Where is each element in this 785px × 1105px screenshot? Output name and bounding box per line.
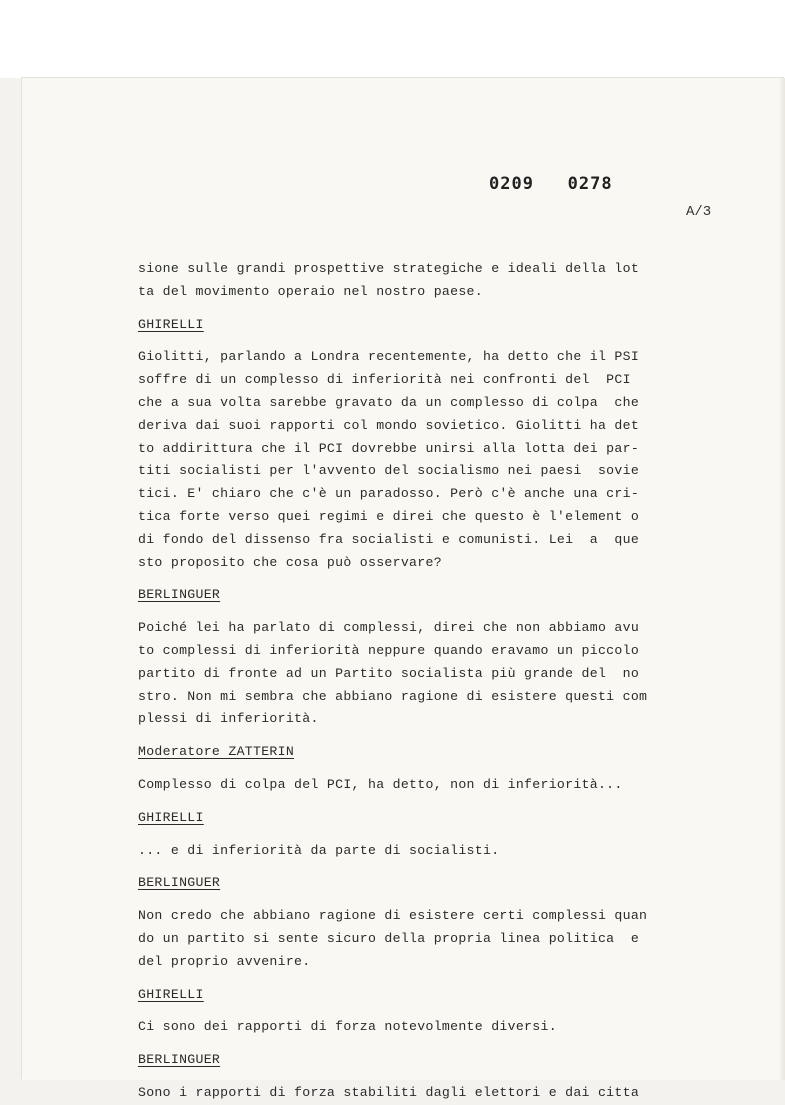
document-number: 0209 0278 [489, 174, 613, 194]
text-line: Sono i rapporti di forza stabiliti dagli elettori e dai citta [138, 1084, 640, 1100]
text-line: Poiché lei ha parlato di complessi, direi che non abbiamo avu [138, 620, 640, 636]
exchange [138, 862, 738, 973]
text-line: stro. Non mi sembra che abbiano ragione di esistere questi com [138, 688, 648, 704]
speaker-name: BERLINGUER [138, 587, 221, 603]
speaker-name: BERLINGUER [138, 1052, 221, 1068]
text-line: partito di fronte ad un Partito socialista più grande del no [138, 665, 640, 681]
text-line: Ci sono dei rapporti di forza notevolmente diversi. [138, 1019, 557, 1035]
text-line: Complesso di colpa del PCI, ha detto, non di inferiorità... [138, 776, 623, 792]
page-reference: A/3 [686, 204, 712, 220]
text-line: plessi di inferiorità. [138, 711, 319, 727]
text-line: ... e di inferiorità da parte di socialisti. [138, 842, 500, 858]
text-line: Giolitti, parlando a Londra recentemente, ha detto che il PSI [138, 349, 640, 365]
speaker-name: GHIRELLI [138, 809, 204, 825]
exchange [138, 731, 738, 797]
page-edge [779, 78, 785, 1080]
exchange [138, 1039, 738, 1105]
text-line: Non credo che abbiano ragione di esistere certi complessi quan [138, 908, 648, 924]
text-line: titi socialisti per l'avvento del socialismo nei paesi sovie [138, 463, 640, 479]
speaker-name: GHIRELLI [138, 986, 204, 1002]
text-line: ta del movimento operaio nel nostro paese. [138, 283, 483, 299]
text-line: del proprio avvenire. [138, 953, 311, 969]
transcript-body [138, 258, 738, 1105]
exchange [138, 574, 738, 731]
text-line: tica forte verso quei regimi e direi che questo è l'element o [138, 508, 640, 524]
speaker-name: BERLINGUER [138, 875, 221, 891]
text-line: di fondo del dissenso fra socialisti e comunisti. Lei a que [138, 531, 640, 547]
scan-top-margin [0, 0, 785, 78]
speaker-name: GHIRELLI [138, 316, 204, 332]
exchange [138, 797, 738, 863]
text-line: do un partito si sente sicuro della propria linea politica e [138, 930, 640, 946]
exchange [138, 974, 738, 1040]
text-line: tici. E' chiaro che c'è un paradosso. Però c'è anche una cri- [138, 486, 640, 502]
text-line: to complessi di inferiorità neppure quando eravamo un piccolo [138, 642, 640, 658]
text-line: sto proposito che cosa può osservare? [138, 554, 442, 570]
speaker-name: Moderatore ZATTERIN [138, 744, 295, 760]
text-line: soffre di un complesso di inferiorità nei confronti del PCI [138, 372, 631, 388]
exchange [138, 304, 738, 575]
text-line: che a sua volta sarebbe gravato da un complesso di colpa che [138, 394, 640, 410]
text-line: to addirittura che il PCI dovrebbe unirsi alla lotta dei par- [138, 440, 640, 456]
intro-paragraph [138, 258, 738, 304]
text-line: sione sulle grandi prospettive strategiche e ideali della lot [138, 261, 640, 276]
text-line: deriva dai suoi rapporti col mondo sovietico. Giolitti ha det [138, 417, 640, 433]
